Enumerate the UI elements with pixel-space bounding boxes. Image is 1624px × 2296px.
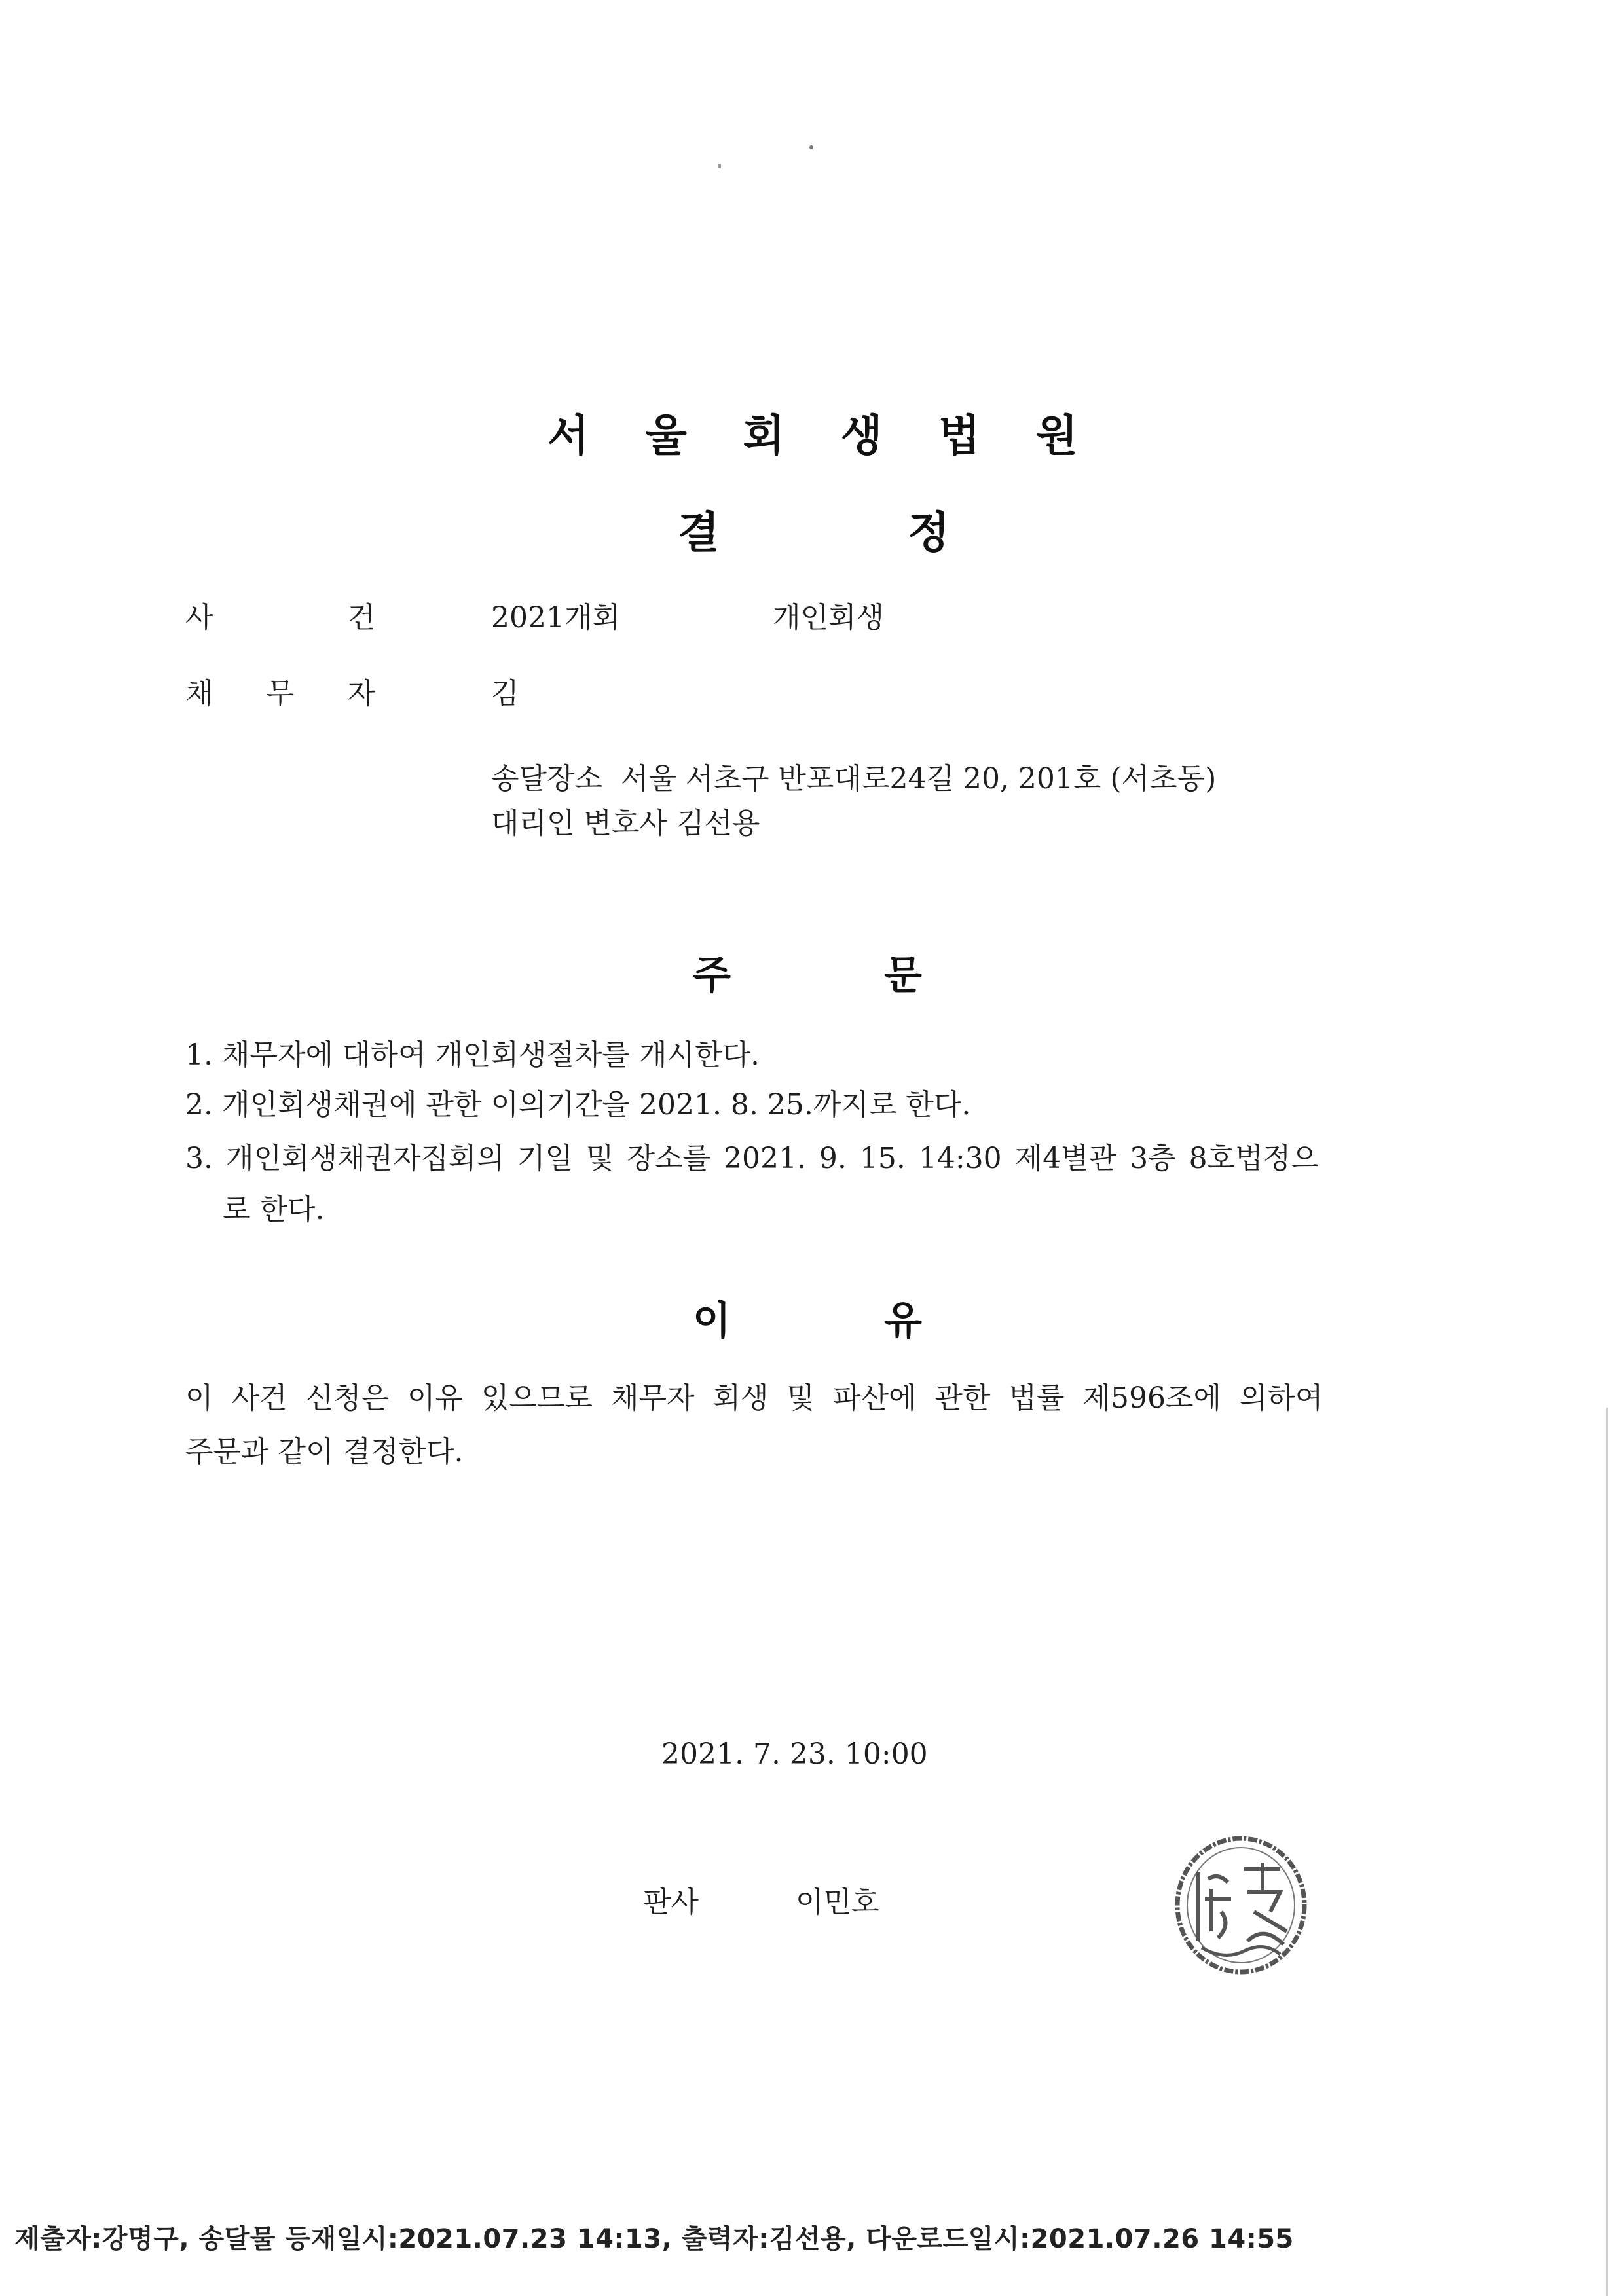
document-footer: 제출자:강명구, 송달물 등재일시:2021.07.23 14:13, 출력자:김선용, 다운로드일시:2021.07.26 14:55 bbox=[14, 2224, 1294, 2254]
court-name-char: 생 bbox=[840, 410, 883, 461]
reason-line-1: 이 사건 신청은 이유 있으므로 채무자 회생 및 파산에 관한 법률 제596조에 의하여 bbox=[185, 1381, 1323, 1415]
court-name-char: 울 bbox=[645, 410, 687, 461]
order-item-3: 3. 개인회생채권자집회의 기일 및 장소를 2021. 9. 15. 14:30 제4별관 3층 8호법정으 bbox=[185, 1142, 1319, 1175]
court-name-char: 원 bbox=[1036, 410, 1078, 461]
order-item-2: 2. 개인회생채권에 관한 이의기간을 2021. 8. 25.까지로 한다. bbox=[185, 1088, 971, 1121]
reason-heading: 이 유 bbox=[693, 1298, 922, 1344]
court-name-char: 법 bbox=[938, 410, 980, 461]
order-item-1: 1. 채무자에 대하여 개인회생절차를 개시한다. bbox=[185, 1038, 760, 1072]
document-type-char: 정 bbox=[908, 507, 950, 558]
scan-edge-line bbox=[1606, 1408, 1608, 2296]
scan-speck bbox=[809, 145, 813, 149]
debtor-label: 채 무 자 bbox=[185, 677, 375, 710]
case-number: 2021개회 bbox=[491, 601, 620, 634]
order-heading: 주 문 bbox=[693, 953, 922, 998]
debtor-name: 김 bbox=[491, 677, 519, 710]
court-name-char: 서 bbox=[547, 410, 589, 461]
reason-line-2: 주문과 같이 결정한다. bbox=[185, 1435, 464, 1468]
order-item-3-continued: 로 한다. bbox=[223, 1193, 325, 1226]
case-label: 사 건 bbox=[185, 601, 375, 634]
judge-seal-stamp bbox=[1172, 1833, 1310, 1977]
court-name bbox=[547, 401, 1078, 463]
decision-date: 2021. 7. 23. 10:00 bbox=[661, 1738, 928, 1771]
document-type-char: 결 bbox=[678, 507, 720, 558]
delivery-address: 송달장소 서울 서초구 반포대로24길 20, 201호 (서초동) bbox=[491, 762, 1217, 795]
case-type: 개인회생 bbox=[773, 601, 885, 634]
judge-title: 판사 bbox=[643, 1886, 699, 1919]
legal-agent: 대리인 변호사 김선용 bbox=[491, 807, 760, 840]
judge-name: 이민호 bbox=[796, 1886, 879, 1919]
scan-speck bbox=[718, 164, 721, 168]
court-name-char: 회 bbox=[743, 410, 785, 461]
document-type-title bbox=[678, 498, 950, 560]
